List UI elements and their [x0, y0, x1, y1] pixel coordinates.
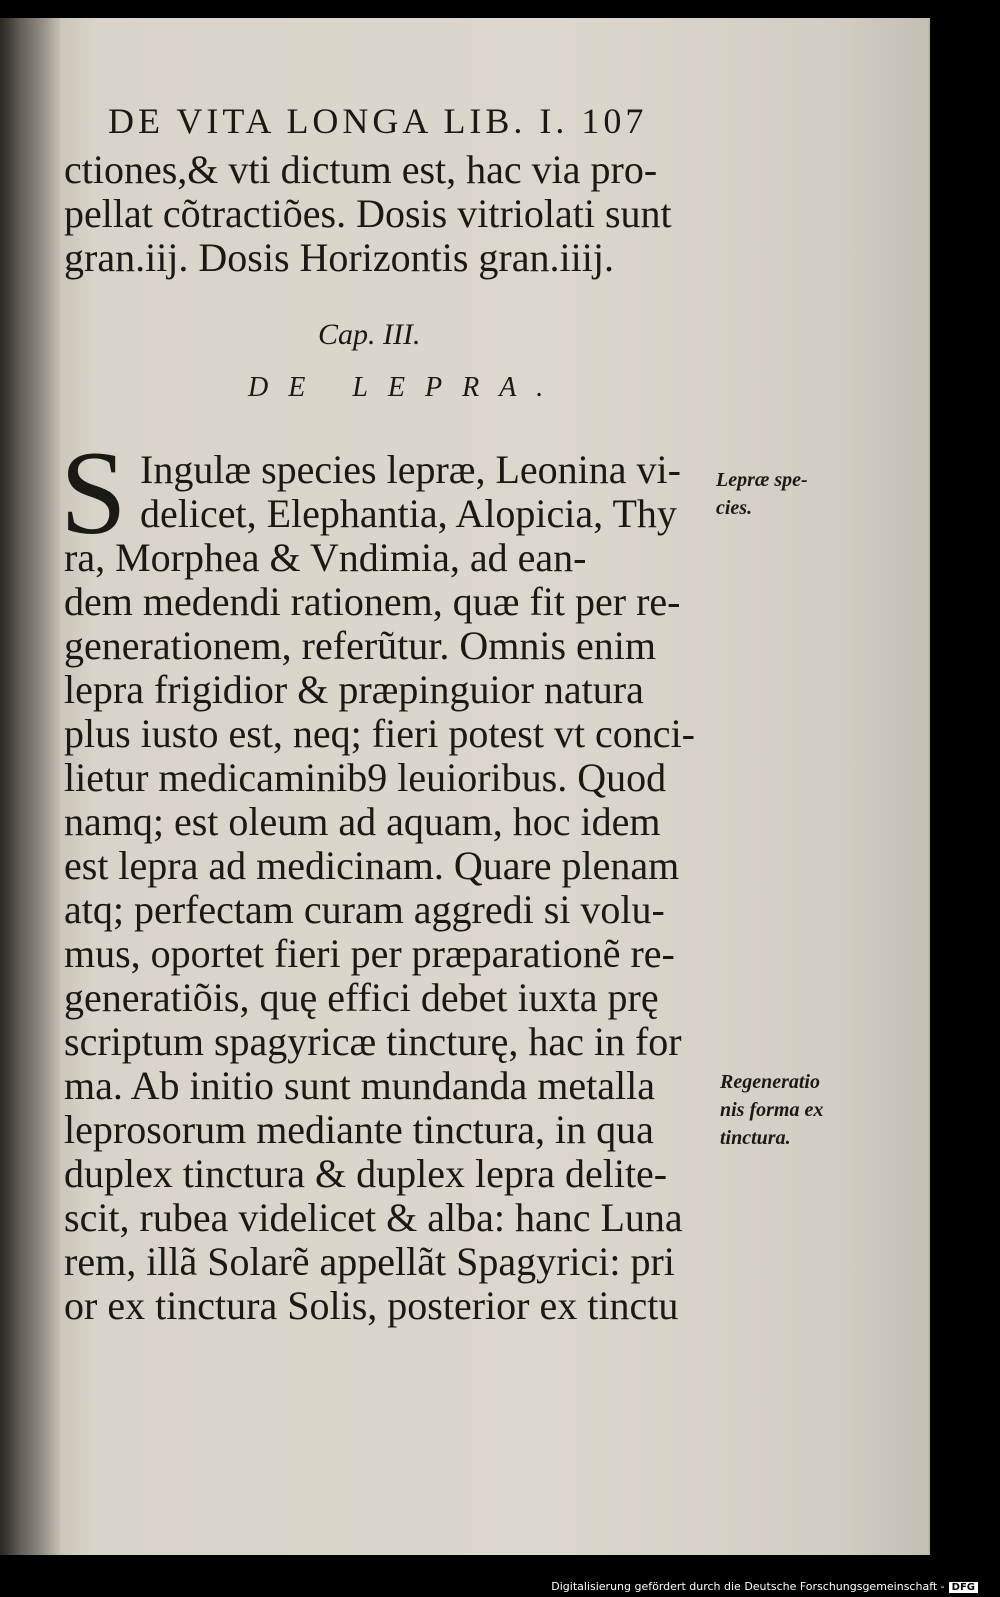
body-line: or ex tinctura Solis, posterior ex tinctu	[64, 1283, 679, 1328]
intro-line: ctiones,& vti dictum est, hac via pro-	[64, 147, 658, 192]
body-line: scriptum spagyricæ tincturę, hac in for	[64, 1019, 682, 1064]
chapter-number: Cap. III.	[318, 318, 421, 351]
body-line: ma. Ab initio sunt mundanda metalla	[64, 1063, 656, 1108]
body-line: namq; est oleum ad aquam, hoc idem	[64, 799, 661, 844]
body-line: scit, rubea videlicet & alba: hanc Luna	[64, 1195, 683, 1240]
body-line: lepra frigidior & præpinguior natura	[64, 667, 644, 712]
body-line: mus, oportet fieri per præparationẽ re-	[64, 931, 675, 976]
margin-note-lepra	[716, 466, 808, 522]
margin-note-regeneratio	[720, 1068, 823, 1152]
margin-note-line: Lepræ spe-	[716, 469, 808, 491]
body-line: plus iusto est, neq; fieri potest vt conci-	[64, 711, 695, 756]
body-line: Ingulæ species lepræ, Leonina vi-	[140, 447, 681, 492]
margin-note-line: tinctura.	[720, 1127, 791, 1149]
intro-line: gran.iij. Dosis Horizontis gran.iiij.	[64, 235, 614, 280]
body-line: duplex tinctura & duplex lepra delite-	[64, 1151, 668, 1196]
body-line: generatiõis, quę effici debet iuxta prę	[64, 975, 659, 1020]
footer-credit	[551, 1580, 978, 1593]
body-line: rem, illã Solarẽ appellãt Spagyrici: pri	[64, 1239, 675, 1284]
margin-note-line: cies.	[716, 497, 753, 519]
intro-line: pellat cõtractiões. Dosis vitriolati sunt	[64, 191, 672, 236]
body-line: lietur medicaminib9 leuioribus. Quod	[64, 755, 667, 800]
running-head: DE VITA LONGA LIB. I. 107	[108, 101, 648, 141]
spine-shadow	[0, 18, 60, 1555]
body-line: atq; perfectam curam aggredi si volu-	[64, 887, 665, 932]
body-line: leprosorum mediante tinctura, in qua	[64, 1107, 654, 1152]
body-line: delicet, Elephantia, Alopicia, Thy	[140, 491, 677, 536]
margin-note-line: nis forma ex	[720, 1099, 824, 1121]
margin-note-line: Regeneratio	[720, 1071, 820, 1093]
chapter-heading: DE LEPRA.	[248, 372, 564, 403]
drop-cap: S	[60, 426, 127, 559]
body-line: est lepra ad medicinam. Quare plenam	[64, 843, 680, 888]
body-line: ra, Morphea & Vndimia, ad ean-	[64, 535, 587, 580]
footer-text: Digitalisierung gefördert durch die Deutsche Forschungsgemeinschaft -	[551, 1580, 945, 1593]
dfg-logo-badge: DFG	[949, 1582, 978, 1593]
body-line: generationem, referũtur. Omnis enim	[64, 623, 657, 668]
body-line: dem medendi rationem, quæ fit per re-	[64, 579, 681, 624]
